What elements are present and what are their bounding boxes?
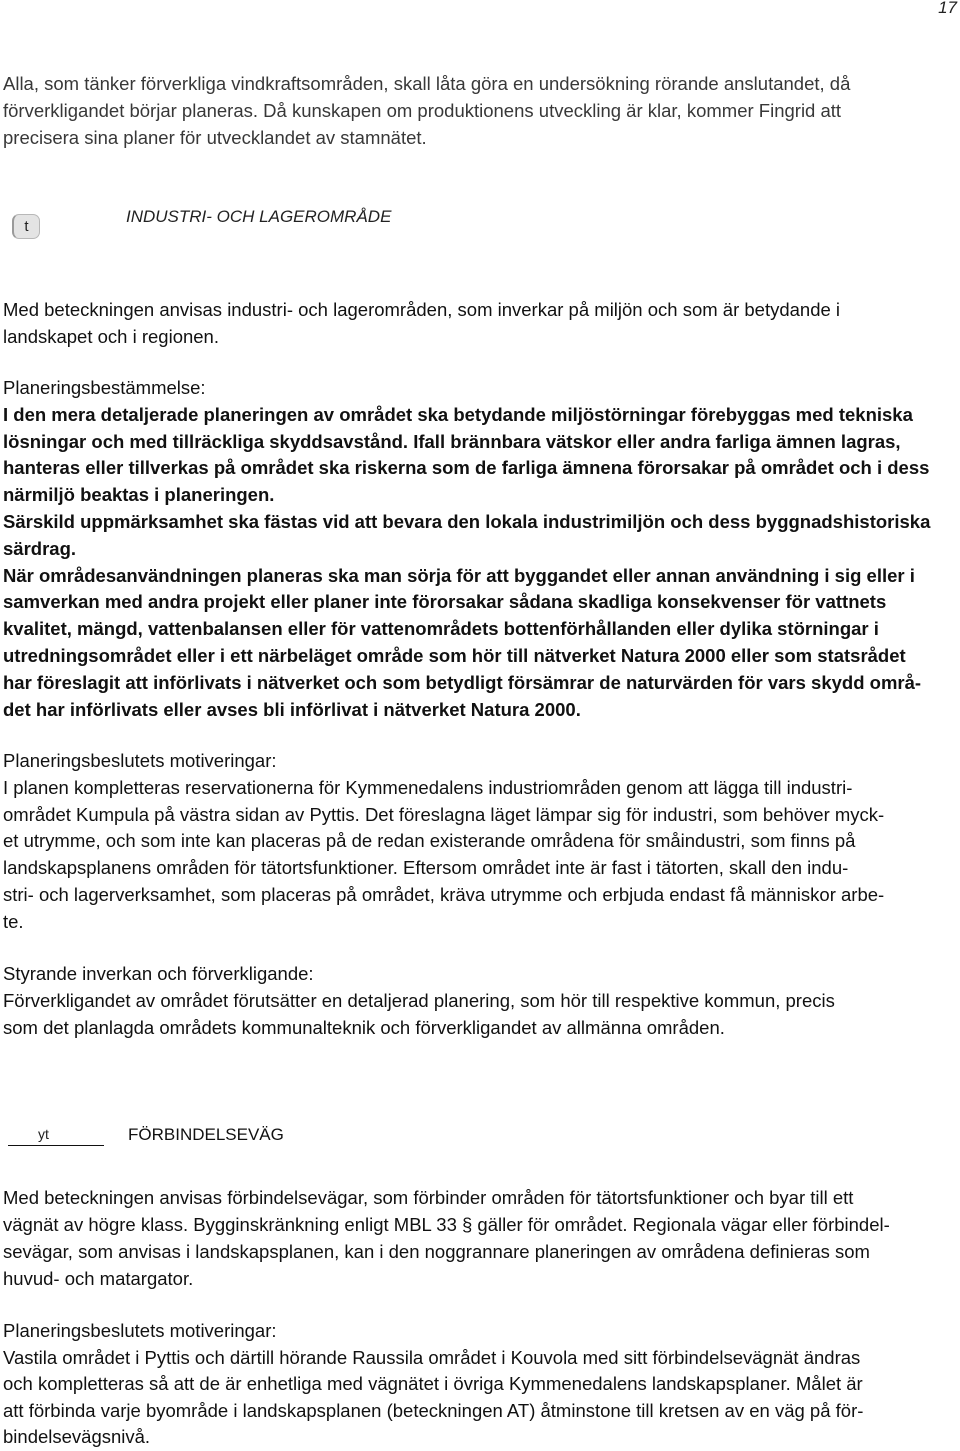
description-line: vägnät av högre klass. Bygginskränkning enligt MBL 33 § gäller för området. Regionala vägar eller förbindel- [3,1214,890,1235]
connecting-road-legend-symbol: yt [38,1126,49,1142]
motivation-line: te. [3,910,24,932]
motivation-line: stri- och lagerverksamhet, som placeras på området, kräva utrymme och erbjuda endast få människor arbe- [3,883,885,905]
motivation-line: bindelsevägsnivå. [3,1426,151,1447]
motivation-heading: Planeringsbeslutets motiveringar: [3,750,277,771]
motivation-heading: Planeringsbeslutets motiveringar: [3,1320,277,1341]
legend-symbol-label: t [24,218,29,235]
planning-regulation [3,375,957,723]
motivation-line: I planen kompletteras reservationerna för Kymmenedalens industriområden genom att lägga till industri- [3,776,853,798]
industrial-area-title: INDUSTRI- OCH LAGEROMRÅDE [126,207,392,226]
regulation-line: kvalitet, mängd, vattenbalansen eller för vattenområdets bottenförhållanden eller dylika störningar i [3,618,879,640]
regulation-line: särdrag. [3,537,77,559]
description-line: Med beteckningen anvisas förbindelsevägar, som förbinder områden för tätortsfunktioner och byar till ett [3,1187,854,1208]
regulation-heading: Planeringsbestämmelse: [3,377,206,398]
regulation-line: hanteras eller tillverkas på området ska riskerna som de farliga ämnena förorsakar på området och i dess [3,457,930,479]
industrial-area-motivation [3,748,957,936]
description-line: huvud- och matargator. [3,1268,194,1289]
implementation-section [3,960,957,1041]
connecting-road-motivation [3,1318,957,1451]
implementation-line: Förverkligandet av området förutsätter en detaljerad planering, som hör till respektive kommun, precis [3,990,835,1011]
motivation-line: et utrymme, och som inte kan placeras på de redan existerande områdena för småindustri, som finns på [3,830,856,852]
description-line: landskapet och i regionen. [3,326,219,347]
connecting-road-description [3,1184,957,1292]
motivation-line: Vastila området i Pyttis och därtill hörande Raussila området i Kouvola med sitt förbindelsevägnät ändras [3,1346,861,1368]
regulation-line: När områdesanvändningen planeras ska man sörja för att byggandet eller annan användning i sig eller i [3,564,915,586]
regulation-line: närmiljö beaktas i planeringen. [3,484,275,506]
motivation-line: och kompletteras så att de är enhetliga med vägnätet i övriga Kymmenedalens landskapsplaner. Målet är [3,1373,863,1394]
intro-line: Alla, som tänker förverkliga vindkraftsområden, skall låta göra en undersökning rörande anslutandet, då [3,73,851,94]
regulation-line: lösningar och med tillräckliga skyddsavstånd. Ifall brännbara vätskor eller andra farliga ämnen lagras, [3,430,901,452]
industrial-area-legend-symbol [12,214,40,239]
implementation-heading: Styrande inverkan och förverkligande: [3,963,314,984]
connecting-road-legend-line [8,1145,104,1146]
regulation-line: utredningsområdet eller i ett närbeläget område som hör till nätverket Natura 2000 eller som statsrådet [3,644,906,666]
regulation-line: det har införlivats eller avses bli införlivat i nätverket Natura 2000. [3,698,581,720]
connecting-road-title: FÖRBINDELSEVÄG [128,1125,284,1144]
motivation-line: landskapsplanens områden för tätortsfunktioner. Eftersom området inte är fast i tätorten, skall den indu- [3,857,849,879]
implementation-line: som det planlagda områdets kommunalteknik och förverkligandet av allmänna områden. [3,1017,725,1038]
regulation-line: har föreslagit att införlivats i nätverket och som betydligt försämrar de naturvärden för vars skydd områ- [3,671,922,693]
intro-line: förverkligandet börjar planeras. Då kunskapen om produktionens utveckling är klar, kommer Fingrid att [3,100,842,121]
page-number: 17 [938,0,957,17]
intro-line: precisera sina planer för utvecklandet av stamnätet. [3,127,427,148]
regulation-line: Särskild uppmärksamhet ska fästas vid att bevara den lokala industrimiljön och dess byggnadshistoriska [3,510,931,532]
regulation-line: samverkan med andra projekt eller planer inte förorsakar sådana skadliga konsekvenser för vattnets [3,591,887,613]
motivation-line: att förbinda varje byområde i landskapsplanen (beteckningen AT) åtminstone till kretsen av en väg på för- [3,1399,864,1421]
description-line: Med beteckningen anvisas industri- och lagerområden, som inverkar på miljön och som är betydande i [3,299,841,320]
industrial-area-description [3,296,957,350]
motivation-line: området Kumpula på västra sidan av Pyttis. Det föreslagna läget lämpar sig för industri, som behöver myck- [3,803,885,825]
intro-paragraph [3,70,957,151]
description-line: sevägar, som anvisas i landskapsplanen, kan i den noggrannare planeringen av områdena definieras som [3,1241,870,1262]
regulation-line: I den mera detaljerade planeringen av området ska betydande miljöstörningar förebyggas med tekniska [3,403,913,425]
